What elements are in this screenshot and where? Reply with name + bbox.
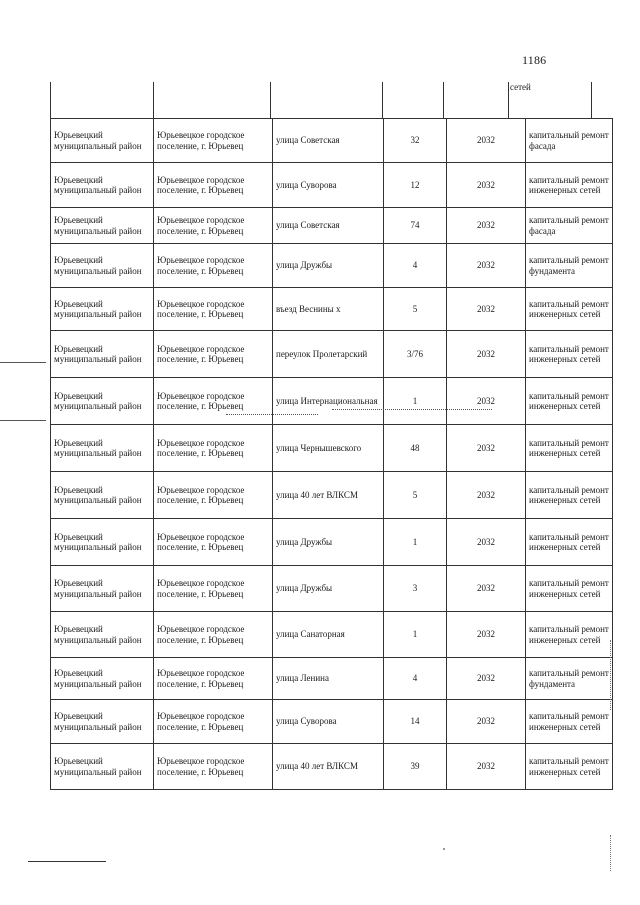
table-row bbox=[51, 519, 613, 566]
settlement-cell: Юрьевецкое городское поселение, г. Юрьевец bbox=[154, 244, 273, 288]
margin-stroke bbox=[610, 835, 611, 871]
table-row bbox=[51, 612, 613, 658]
year-cell: 2032 bbox=[447, 288, 526, 331]
district-cell: Юрьевецкий муниципальный район bbox=[51, 658, 154, 700]
district-cell: Юрьевецкий муниципальный район bbox=[51, 163, 154, 208]
table-row bbox=[51, 700, 613, 744]
house-cell: 4 bbox=[384, 658, 447, 700]
street-cell: улица Интернациональная bbox=[273, 378, 384, 425]
settlement-cell: Юрьевецкое городское поселение, г. Юрьевец bbox=[154, 519, 273, 566]
work-cell: капитальный ремонт фасада bbox=[526, 208, 613, 244]
year-cell: 2032 bbox=[447, 744, 526, 790]
table-row bbox=[51, 744, 613, 790]
settlement-cell: Юрьевецкое городское поселение, г. Юрьевец bbox=[154, 658, 273, 700]
street-cell: улица 40 лет ВЛКСМ bbox=[273, 744, 384, 790]
scan-speck bbox=[443, 848, 445, 850]
house-cell: 74 bbox=[384, 208, 447, 244]
settlement-cell: Юрьевецкое городское поселение, г. Юрьевец bbox=[154, 331, 273, 378]
table-row bbox=[51, 331, 613, 378]
year-cell: 2032 bbox=[447, 119, 526, 163]
street-cell: улица Суворова bbox=[273, 163, 384, 208]
street-cell: улица Суворова bbox=[273, 700, 384, 744]
district-cell: Юрьевецкий муниципальный район bbox=[51, 519, 154, 566]
street-cell: улица Дружбы bbox=[273, 244, 384, 288]
street-cell: улица Дружбы bbox=[273, 519, 384, 566]
street-cell: въезд Веснины х bbox=[273, 288, 384, 331]
house-cell: 1 bbox=[384, 378, 447, 425]
continued-row bbox=[50, 82, 592, 118]
work-cell: капитальный ремонт фасада bbox=[526, 119, 613, 163]
work-cell: капитальный ремонт инженерных сетей bbox=[526, 331, 613, 378]
work-cell: капитальный ремонт инженерных сетей bbox=[526, 472, 613, 519]
district-cell: Юрьевецкий муниципальный район bbox=[51, 119, 154, 163]
scan-stroke bbox=[226, 414, 318, 415]
settlement-cell: Юрьевецкое городское поселение, г. Юрьевец bbox=[154, 378, 273, 425]
table-body bbox=[51, 119, 613, 790]
district-cell: Юрьевецкий муниципальный район bbox=[51, 288, 154, 331]
district-cell: Юрьевецкий муниципальный район bbox=[51, 566, 154, 612]
scan-stroke bbox=[332, 409, 492, 410]
house-cell: 3 bbox=[384, 566, 447, 612]
settlement-cell: Юрьевецкое городское поселение, г. Юрьевец bbox=[154, 472, 273, 519]
year-cell: 2032 bbox=[447, 331, 526, 378]
page-number: 1186 bbox=[522, 53, 547, 67]
work-cell: капитальный ремонт инженерных сетей bbox=[526, 612, 613, 658]
settlement-cell: Юрьевецкое городское поселение, г. Юрьевец bbox=[154, 288, 273, 331]
street-cell: улица Ленина bbox=[273, 658, 384, 700]
work-cell: капитальный ремонт инженерных сетей bbox=[526, 288, 613, 331]
year-cell: 2032 bbox=[447, 425, 526, 472]
column-rule bbox=[443, 82, 444, 118]
street-cell: улица Санаторная bbox=[273, 612, 384, 658]
district-cell: Юрьевецкий муниципальный район bbox=[51, 331, 154, 378]
year-cell: 2032 bbox=[447, 163, 526, 208]
district-cell: Юрьевецкий муниципальный район bbox=[51, 700, 154, 744]
work-cell: капитальный ремонт инженерных сетей bbox=[526, 163, 613, 208]
house-cell: 48 bbox=[384, 425, 447, 472]
work-cell: капитальный ремонт инженерных сетей bbox=[526, 566, 613, 612]
district-cell: Юрьевецкий муниципальный район bbox=[51, 208, 154, 244]
table-row bbox=[51, 244, 613, 288]
settlement-cell: Юрьевецкое городское поселение, г. Юрьевец bbox=[154, 163, 273, 208]
district-cell: Юрьевецкий муниципальный район bbox=[51, 612, 154, 658]
house-cell: 4 bbox=[384, 244, 447, 288]
table-row bbox=[51, 425, 613, 472]
year-cell: 2032 bbox=[447, 519, 526, 566]
house-cell: 3/76 bbox=[384, 331, 447, 378]
house-cell: 32 bbox=[384, 119, 447, 163]
house-cell: 5 bbox=[384, 472, 447, 519]
column-rule bbox=[50, 82, 51, 118]
year-cell: 2032 bbox=[447, 378, 526, 425]
street-cell: улица Дружбы bbox=[273, 566, 384, 612]
street-cell: улица 40 лет ВЛКСМ bbox=[273, 472, 384, 519]
footnote-divider bbox=[28, 861, 106, 862]
house-cell: 39 bbox=[384, 744, 447, 790]
table-row bbox=[51, 566, 613, 612]
table-row bbox=[51, 163, 613, 208]
table-row bbox=[51, 288, 613, 331]
column-rule bbox=[591, 82, 592, 118]
column-rule bbox=[382, 82, 383, 118]
house-cell: 12 bbox=[384, 163, 447, 208]
street-cell: переулок Пролетарский bbox=[273, 331, 384, 378]
year-cell: 2032 bbox=[447, 472, 526, 519]
house-cell: 5 bbox=[384, 288, 447, 331]
continued-cell-text: сетей bbox=[510, 82, 531, 92]
district-cell: Юрьевецкий муниципальный район bbox=[51, 244, 154, 288]
settlement-cell: Юрьевецкое городское поселение, г. Юрьевец bbox=[154, 700, 273, 744]
settlement-cell: Юрьевецкое городское поселение, г. Юрьевец bbox=[154, 612, 273, 658]
year-cell: 2032 bbox=[447, 700, 526, 744]
column-rule bbox=[270, 82, 271, 118]
street-cell: улица Советская bbox=[273, 208, 384, 244]
year-cell: 2032 bbox=[447, 612, 526, 658]
district-cell: Юрьевецкий муниципальный район bbox=[51, 744, 154, 790]
work-cell: капитальный ремонт инженерных сетей bbox=[526, 425, 613, 472]
street-cell: улица Чернышевского bbox=[273, 425, 384, 472]
margin-stroke bbox=[610, 640, 611, 710]
work-cell: капитальный ремонт фундамента bbox=[526, 244, 613, 288]
house-cell: 1 bbox=[384, 519, 447, 566]
settlement-cell: Юрьевецкое городское поселение, г. Юрьевец bbox=[154, 208, 273, 244]
table-row bbox=[51, 208, 613, 244]
settlement-cell: Юрьевецкое городское поселение, г. Юрьевец bbox=[154, 744, 273, 790]
settlement-cell: Юрьевецкое городское поселение, г. Юрьевец bbox=[154, 425, 273, 472]
work-cell: капитальный ремонт фундамента bbox=[526, 658, 613, 700]
housing-table bbox=[50, 118, 613, 790]
district-cell: Юрьевецкий муниципальный район bbox=[51, 472, 154, 519]
work-cell: капитальный ремонт инженерных сетей bbox=[526, 378, 613, 425]
work-cell: капитальный ремонт инженерных сетей bbox=[526, 700, 613, 744]
table-row bbox=[51, 378, 613, 425]
margin-stroke bbox=[0, 420, 46, 421]
year-cell: 2032 bbox=[447, 566, 526, 612]
column-rule bbox=[153, 82, 154, 118]
work-cell: капитальный ремонт инженерных сетей bbox=[526, 519, 613, 566]
street-cell: улица Советская bbox=[273, 119, 384, 163]
margin-stroke bbox=[0, 362, 46, 363]
work-cell: капитальный ремонт инженерных сетей bbox=[526, 744, 613, 790]
district-cell: Юрьевецкий муниципальный район bbox=[51, 378, 154, 425]
house-cell: 1 bbox=[384, 612, 447, 658]
year-cell: 2032 bbox=[447, 658, 526, 700]
settlement-cell: Юрьевецкое городское поселение, г. Юрьевец bbox=[154, 566, 273, 612]
house-cell: 14 bbox=[384, 700, 447, 744]
table-row bbox=[51, 119, 613, 163]
year-cell: 2032 bbox=[447, 244, 526, 288]
district-cell: Юрьевецкий муниципальный район bbox=[51, 425, 154, 472]
settlement-cell: Юрьевецкое городское поселение, г. Юрьевец bbox=[154, 119, 273, 163]
table-row bbox=[51, 658, 613, 700]
table-row bbox=[51, 472, 613, 519]
year-cell: 2032 bbox=[447, 208, 526, 244]
column-rule bbox=[508, 82, 509, 118]
